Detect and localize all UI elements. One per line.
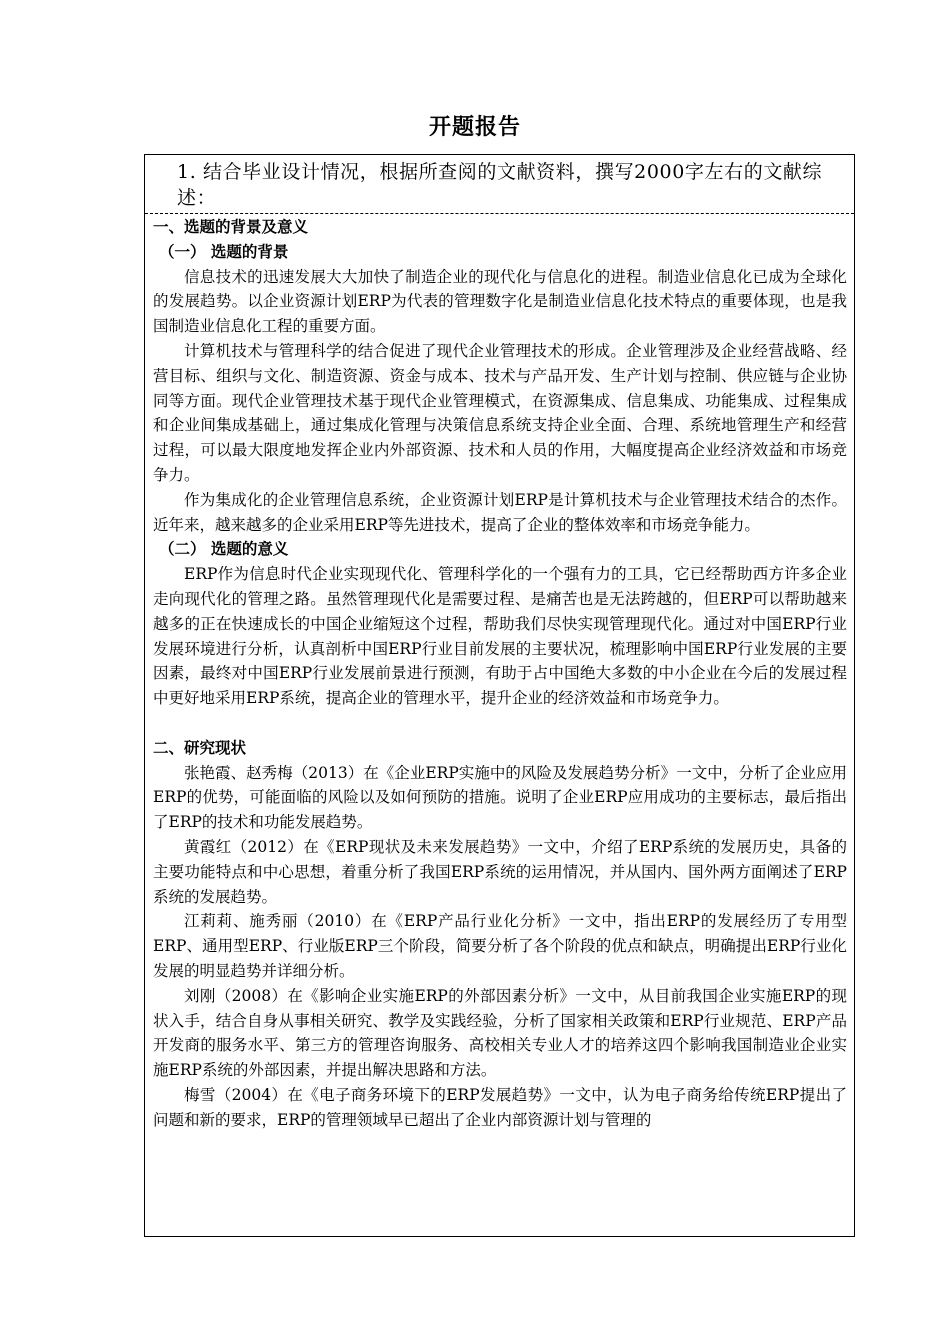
paragraph: 梅雪（2004）在《电子商务环境下的ERP发展趋势》一文中，认为电子商务给传统ERP提出了问题和新的要求，ERP的管理领域早已超出了企业内部资源计划与管理的 <box>153 1085 847 1129</box>
paragraph: 刘刚（2008）在《影响企业实施ERP的外部因素分析》一文中，从目前我国企业实施ERP的现状入手，结合自身从事相关研究、教学及实践经验，分析了国家相关政策和ERP行业规范、ERP产品开发商的服务水平、第三方的管理咨询服务、高校相关专业人才的培养这四个影响我国制造业企业实施ERP系统的外部因素，并提出解决思路和方法。 <box>153 986 847 1080</box>
section-heading-research-status: 二、研究现状 <box>153 738 247 757</box>
paragraph: 作为集成化的企业管理信息系统，企业资源计划ERP是计算机技术与企业管理技术结合的杰作。近年来，越来越多的企业采用ERP等先进技术，提高了企业的整体效率和市场竞争能力。 <box>153 490 847 534</box>
paragraph: 计算机技术与管理科学的结合促进了现代企业管理技术的形成。企业管理涉及企业经营战略、经营目标、组织与文化、制造资源、资金与成本、技术与产品开发、生产计划与控制、供应链与企业协同等方面。现代企业管理技术基于现代企业管理模式，在资源集成、信息集成、功能集成、过程集成和企业间集成基础上，通过集成化管理与决策信息系统支持企业全面、合理、系统地管理生产和经营过程，可以最大限度地发挥企业内外部资源、技术和人员的作用，大幅度提高企业经济效益和市场竞争力。 <box>153 341 847 484</box>
subsection-heading-background: （一） 选题的背景 <box>159 242 289 261</box>
paragraph: 信息技术的迅速发展大大加快了制造企业的现代化与信息化的进程。制造业信息化已成为全球化的发展趋势。以企业资源计划ERP为代表的管理数字化是制造业信息化技术特点的重要体现，也是我国制造业信息化工程的重要方面。 <box>153 267 847 336</box>
form-prompt: 1. 结合毕业设计情况，根据所查阅的文献资料，撰写2000字左右的文献综述： <box>145 155 854 214</box>
blank-line <box>153 711 847 736</box>
paragraph: 张艳霞、赵秀梅（2013）在《企业ERP实施中的风险及发展趋势分析》一文中，分析了企业应用ERP的优势，可能面临的风险以及如何预防的措施。说明了企业ERP应用成功的主要标志，最后指出了ERP的技术和功能发展趋势。 <box>153 763 847 832</box>
page-title: 开题报告 <box>428 115 521 140</box>
report-table <box>144 154 855 1237</box>
subsection-heading-significance: （二） 选题的意义 <box>159 540 289 559</box>
section-heading-background-significance: 一、选题的背景及意义 <box>153 218 309 236</box>
literature-review-body <box>153 215 847 1132</box>
paragraph: 黄霞红（2012）在《ERP现状及未来发展趋势》一文中，介绍了ERP系统的发展历史，具备的主要功能特点和中心思想，着重分析了我国ERP系统的运用情况，并从国内、国外两方面阐述了ERP系统的发展趋势。 <box>153 837 847 906</box>
paragraph: 江莉莉、施秀丽（2010）在《ERP产品行业化分析》一文中，指出ERP的发展经历了专用型ERP、通用型ERP、行业版ERP三个阶段，简要分析了各个阶段的优点和缺点，明确提出ERP行业化发展的明显趋势并详细分析。 <box>153 912 847 980</box>
paragraph: ERP作为信息时代企业实现现代化、管理科学化的一个强有力的工具，它已经帮助西方许多企业走向现代化的管理之路。虽然管理现代化是需要过程、是痛苦也是无法跨越的，但ERP可以帮助越来越多的正在快速成长的中国企业缩短这个过程，帮助我们尽快实现管理现代化。通过对中国ERP行业发展环境进行分析，认真剖析中国ERP行业目前发展的主要状况，梳理影响中国ERP行业发展的主要因素，最终对中国ERP行业发展前景进行预测，有助于占中国绝大多数的中小企业在今后的发展过程中更好地采用ERP系统，提高企业的管理水平，提升企业的经济效益和市场竞争力。 <box>153 565 847 708</box>
